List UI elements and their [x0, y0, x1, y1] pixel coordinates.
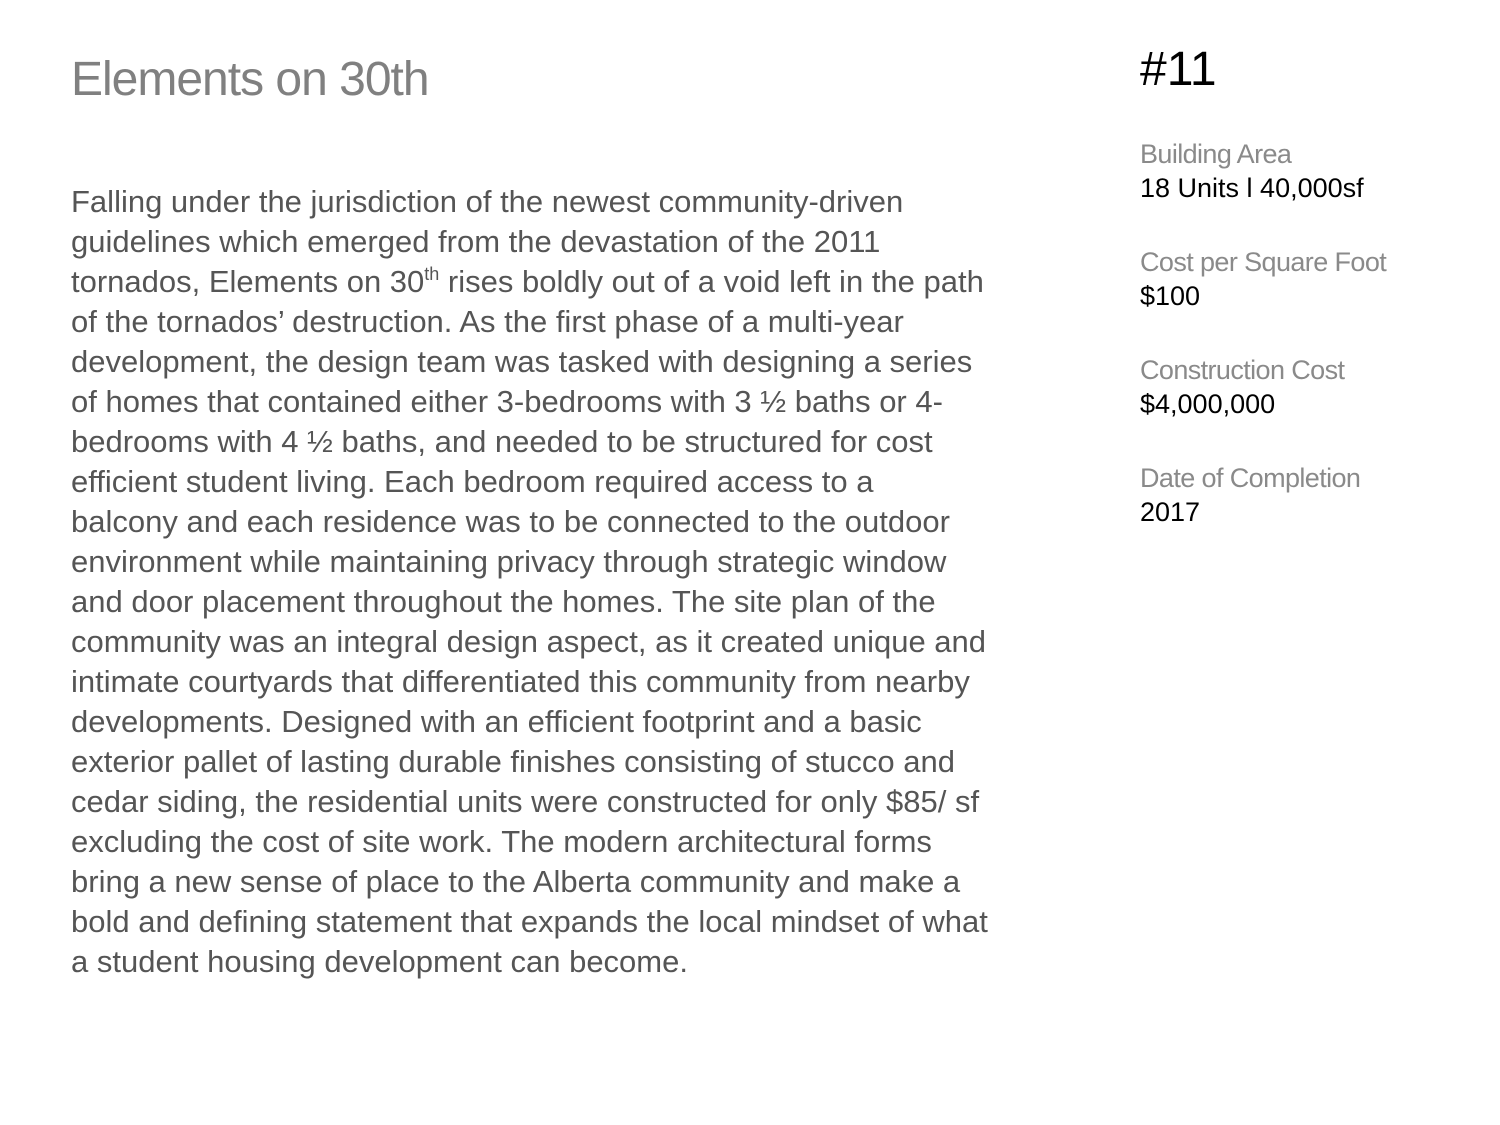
stat-label: Construction Cost	[1140, 354, 1345, 385]
description-line: excluding the cost of site work. The modern architectural forms	[71, 824, 932, 859]
description-line: and door placement throughout the homes. The site plan of the	[71, 584, 936, 619]
description-line: balcony and each residence was to be connected to the outdoor	[71, 504, 950, 539]
description-line: bedrooms with 4 ½ baths, and needed to be structured for cost	[71, 424, 933, 459]
description-text: tornados, Elements on 30	[71, 264, 425, 299]
description-line: bold and defining statement that expands the local mindset of what	[71, 904, 988, 939]
description-line: cedar siding, the residential units were constructed for only $85/ sf	[71, 784, 980, 819]
description-line: developments. Designed with an efficient footprint and a basic	[71, 704, 922, 739]
stat-value: $100	[1140, 280, 1201, 311]
ordinal-suffix: th	[424, 264, 440, 284]
stat-label: Cost per Square Foot	[1140, 246, 1387, 277]
description-line: exterior pallet of lasting durable finishes consisting of stucco and	[71, 744, 955, 779]
stat-construction-cost	[1140, 353, 1480, 421]
stat-label: Date of Completion	[1140, 462, 1361, 493]
stat-cost-per-square-foot	[1140, 245, 1480, 313]
description-line: guidelines which emerged from the devastation of the 2011	[71, 224, 881, 259]
description-line: a student housing development can become.	[71, 944, 688, 979]
stat-building-area	[1140, 137, 1480, 205]
description-line: community was an integral design aspect, as it created unique and	[71, 624, 987, 659]
description-line: efficient student living. Each bedroom required access to a	[71, 464, 874, 499]
stat-value: 18 Units l 40,000sf	[1140, 172, 1364, 203]
description-line: Falling under the jurisdiction of the newest community-driven	[71, 184, 904, 219]
project-number: #11	[1140, 43, 1217, 96]
description-line: development, the design team was tasked with designing a series	[71, 344, 973, 379]
page-title: Elements on 30th	[71, 53, 429, 106]
project-stats-sidebar	[1140, 44, 1480, 569]
description-line: of homes that contained either 3-bedrooms with 3 ½ baths or 4-	[71, 384, 943, 419]
description-line: bring a new sense of place to the Alberta community and make a	[71, 864, 961, 899]
description-line: of the tornados’ destruction. As the first phase of a multi-year	[71, 304, 904, 339]
stat-date-of-completion	[1140, 461, 1480, 529]
description-text: rises boldly out of a void left in the path	[439, 264, 984, 299]
stat-label: Building Area	[1140, 138, 1292, 169]
stat-value: 2017	[1140, 496, 1201, 527]
description-line: environment while maintaining privacy through strategic window	[71, 544, 947, 579]
stat-value: $4,000,000	[1140, 388, 1276, 419]
description-line	[71, 262, 1071, 302]
project-description	[71, 182, 1071, 982]
description-line: intimate courtyards that differentiated this community from nearby	[71, 664, 970, 699]
